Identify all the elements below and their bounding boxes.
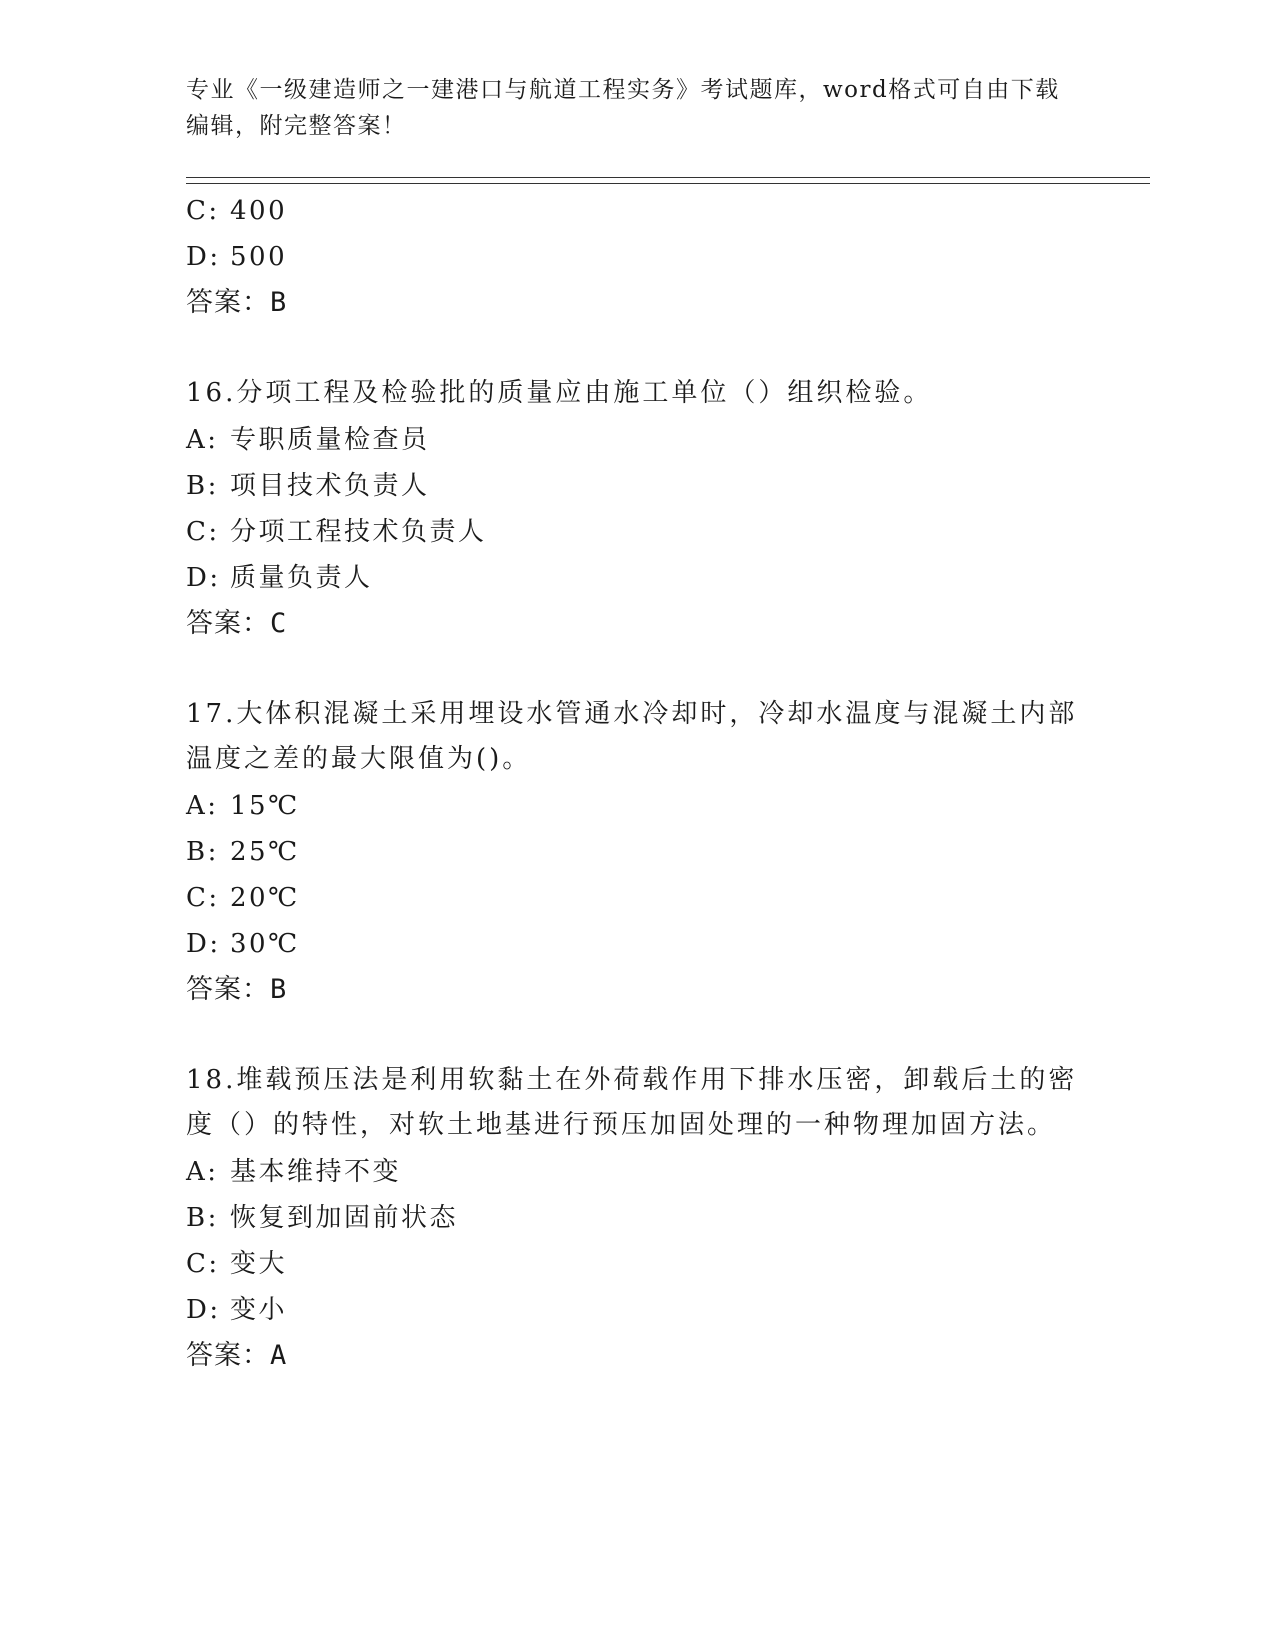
question-stem: 17.大体积混凝土采用埋设水管通水冷却时，冷却水温度与混凝土内部温度之差的最大限值为()。 (186, 698, 1078, 774)
option-line (186, 875, 1086, 921)
option-text: 项目技术负责人 (230, 470, 430, 501)
option-line (186, 829, 1086, 875)
option-text: 20℃ (230, 882, 300, 913)
answer-line (186, 967, 1086, 1013)
answer-label: 答案： (186, 607, 270, 639)
header-divider-bottom (186, 183, 1150, 184)
option-text: 恢复到加固前状态 (230, 1202, 459, 1233)
document-header: 专业《一级建造师之一建港口与航道工程实务》考试题库，word格式可自由下载编辑，附完整答案！ (186, 77, 1060, 139)
option-letter: D: (186, 562, 221, 593)
option-text: 质量负责人 (230, 562, 373, 593)
question-block (186, 371, 1086, 647)
answer-line (186, 601, 1086, 647)
question-block (186, 692, 1086, 1013)
option-text: 400 (230, 196, 288, 226)
option-text: 专职质量检查员 (230, 424, 430, 455)
option-line (186, 1149, 1086, 1195)
option-text: 30℃ (230, 928, 300, 959)
option-letter: C: (186, 196, 220, 226)
option-letter: D: (186, 928, 221, 959)
option-line (186, 555, 1086, 601)
option-letter: C: (186, 516, 220, 547)
option-text: 15℃ (230, 790, 300, 821)
option-letter: B: (186, 470, 219, 501)
option-letter: B: (186, 836, 219, 867)
option-letter: C: (186, 1248, 220, 1279)
question-stem: 16.分项工程及检验批的质量应由施工单位（）组织检验。 (186, 378, 933, 408)
answer-value: B (270, 287, 288, 318)
answer-label: 答案： (186, 973, 270, 1005)
option-letter: A: (186, 1156, 219, 1187)
option-text: 基本维持不变 (230, 1156, 402, 1187)
option-line (186, 188, 1086, 234)
option-text: 变大 (230, 1248, 288, 1279)
prev-question-tail (186, 188, 1086, 326)
option-line (186, 1195, 1086, 1241)
option-letter: B: (186, 1202, 219, 1233)
answer-value: B (270, 973, 288, 1005)
answer-line (186, 280, 1086, 326)
option-text: 分项工程技术负责人 (230, 516, 487, 547)
option-text: 500 (230, 242, 288, 272)
question-list (186, 188, 1086, 1379)
option-letter: A: (186, 424, 219, 455)
question-stem: 18.堆载预压法是利用软黏土在外荷载作用下排水压密，卸载后土的密度（）的特性，对软土地基进行预压加固处理的一种物理加固方法。 (186, 1064, 1078, 1140)
option-line (186, 463, 1086, 509)
option-text: 25℃ (230, 836, 300, 867)
answer-value: A (270, 1339, 288, 1371)
answer-value: C (270, 607, 288, 639)
option-line (186, 417, 1086, 463)
answer-label: 答案： (186, 287, 270, 318)
option-line (186, 1241, 1086, 1287)
option-line (186, 234, 1086, 280)
option-letter: A: (186, 790, 219, 821)
option-letter: D: (186, 242, 221, 272)
header-divider-top (186, 177, 1150, 178)
option-letter: C: (186, 882, 220, 913)
option-line (186, 921, 1086, 967)
answer-label: 答案： (186, 1339, 270, 1371)
answer-line (186, 1333, 1086, 1379)
option-line (186, 509, 1086, 555)
question-block (186, 1058, 1086, 1379)
option-text: 变小 (230, 1294, 288, 1325)
option-letter: D: (186, 1294, 221, 1325)
option-line (186, 1287, 1086, 1333)
option-line (186, 783, 1086, 829)
